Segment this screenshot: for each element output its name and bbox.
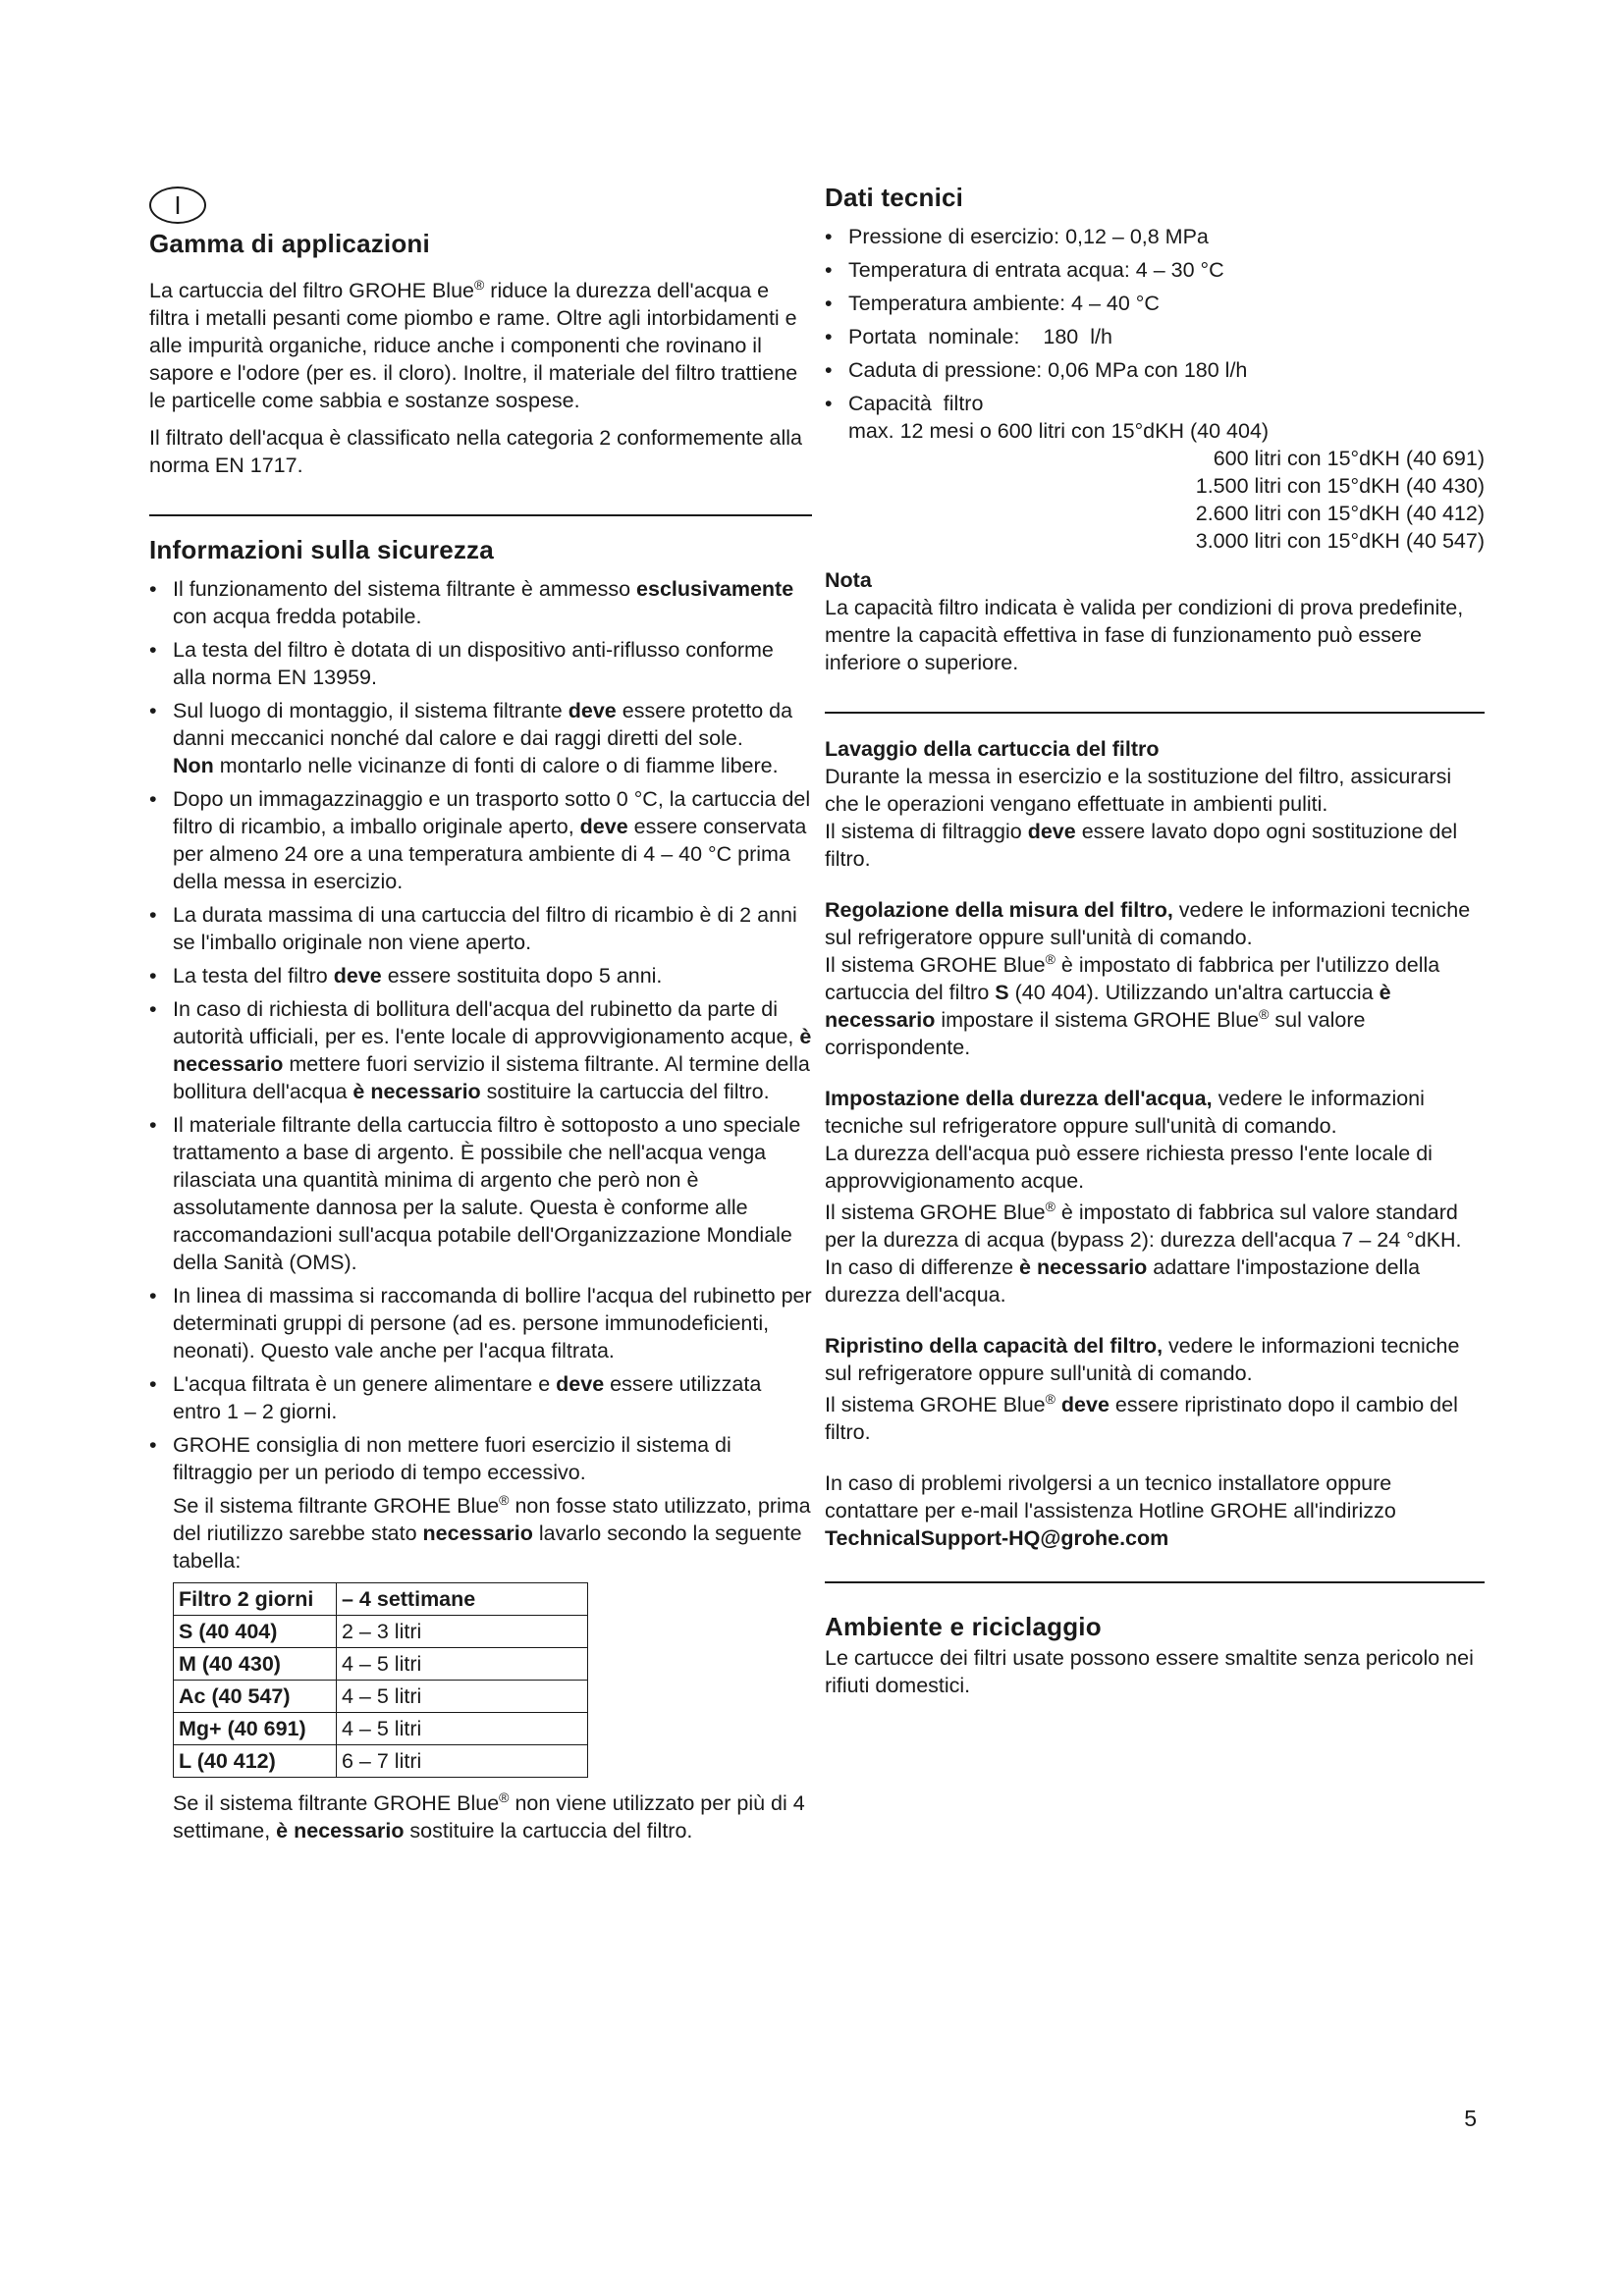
wash-title: Lavaggio della cartuccia del filtro [825, 737, 1160, 761]
table-row [174, 1745, 588, 1778]
hardness-text-3: Il sistema GROHE Blue® è impostato di fabbrica sul valore standard per la durezza di acqua (bypass 2): durezza dell'acqua 7 – 24 °dKH. In caso di differenze è necessario adattare l'impostazione della durezza dell'acqua. [825, 1198, 1462, 1307]
capacity-list [825, 445, 1485, 555]
list-item: • Temperatura di entrata acqua: 4 – 30 °C [825, 256, 1485, 284]
table-cell: Mg+ (40 691) [174, 1713, 337, 1745]
table-header-cell: Filtro 2 giorni [174, 1583, 337, 1616]
list-item: • In caso di richiesta di bollitura dell'acqua del rubinetto da parte di autorità ufficiali, per es. l'ente locale di approvvigionamento acque, è necessario mettere fuori servizio il sistema filtrante. Al termine della bollitura dell'acqua è necessario sostituire la cartuccia del filtro. [149, 995, 812, 1105]
hardness-text-2: La durezza dell'acqua può essere richiesta presso l'ente locale di approvvigionamento acque. [825, 1142, 1433, 1193]
table-row [174, 1648, 588, 1681]
support-text: In caso di problemi rivolgersi a un tecnico installatore oppure contattare per e-mail l'assistenza Hotline GROHE all'indirizzo [825, 1471, 1396, 1522]
language-badge: I [149, 187, 206, 224]
table-cell: Ac (40 547) [174, 1681, 337, 1713]
size-text: Regolazione della misura del filtro, vedere le informazioni tecniche sul refrigeratore oppure sull'unità di comando. [825, 898, 1471, 949]
list-item: • Sul luogo di montaggio, il sistema filtrante deve essere protetto da danni meccanici nonché dal calore e dai raggi diretti del sole. Non montarlo nelle vicinanze di fonti di calore o di fiamme libere. [149, 697, 812, 779]
env-text: Le cartucce dei filtri usate possono essere smaltite senza pericolo nei rifiuti domestici. [825, 1646, 1474, 1697]
list-item: • Dopo un immagazzinaggio e un trasporto sotto 0 °C, la cartuccia del filtro di ricambio, a imballo originale aperto, deve essere conservata per almeno 24 ore a una temperatura ambiente di 4 – 40 °C prima della messa in esercizio. [149, 785, 812, 895]
table-cell: M (40 430) [174, 1648, 337, 1681]
table-header-row [174, 1583, 588, 1616]
list-item: • Il materiale filtrante della cartuccia filtro è sottoposto a uno speciale trattamento a base di argento. È possibile che nell'acqua venga rilasciata una quantità minima di argento che però non è assolutamente dannosa per la salute. Questa è conforme alle raccomandazioni sull'acqua potabile dell'Organizzazione Mondiale della Sanità (OMS). [149, 1111, 812, 1276]
size-text-2: Il sistema GROHE Blue® è impostato di fabbrica per l'utilizzo della cartuccia del filtro S (40 404). Utilizzando un'altra cartuccia è necessario impostare il sistema GROHE Blue® sul valore corrispondente. [825, 950, 1440, 1059]
table-row [174, 1713, 588, 1745]
table-row [174, 1681, 588, 1713]
capacity-line: 1.500 litri con 15°dKH (40 430) [1195, 474, 1485, 498]
list-item: • Portata nominale: 180 l/h [825, 323, 1485, 350]
list-item: • Temperatura ambiente: 4 – 40 °C [825, 290, 1485, 317]
list-item: • Il funzionamento del sistema filtrante è ammesso esclusivamente con acqua fredda potabile. [149, 575, 812, 630]
list-item: • In linea di massima si raccomanda di bollire l'acqua del rubinetto per determinati gruppi di persone (ad es. persone immunodeficienti, neonati). Questo vale anche per l'acqua filtrata. [149, 1282, 812, 1364]
capacity-line: 2.600 litri con 15°dKH (40 412) [1195, 502, 1485, 525]
wash-text: Durante la messa in esercizio e la sostituzione del filtro, assicurarsi che le operazioni vengano effettuate in ambienti puliti. [825, 765, 1452, 816]
note-title: Nota [825, 568, 872, 592]
env-title: Ambiente e riciclaggio [825, 1612, 1102, 1641]
list-item: • GROHE consiglia di non mettere fuori esercizio il sistema di filtraggio per un periodo di tempo eccessivo. Se il sistema filtrante GROHE Blue® non fosse stato utilizzato, prima del riutilizzo sarebbe stato necessario lavarlo secondo la seguente tabella: Filtro 2 giorni – 4 settimane S (40 404) 2 – 3 litri M (40 430) 4 – 5 litri Ac (40 547) 4 – 5 litri Mg+ (40 691) 4 – 5 litri L (40 412) 6 – 7 litri Se il sistema filtrante GROHE Blue® non viene utilizzato per più di 4 settimane, è necessario sostituire la cartuccia del filtro. [149, 1431, 812, 1844]
table-cell: S (40 404) [174, 1616, 337, 1648]
table-cell: 4 – 5 litri [337, 1648, 588, 1681]
tech-list [825, 223, 1485, 445]
table-cell: 2 – 3 litri [337, 1616, 588, 1648]
safety-list [149, 575, 812, 1844]
wash-table [173, 1582, 588, 1778]
table-cell: 4 – 5 litri [337, 1681, 588, 1713]
table-cell: L (40 412) [174, 1745, 337, 1778]
tech-title: Dati tecnici [825, 183, 964, 212]
list-item: • La durata massima di una cartuccia del filtro di ricambio è di 2 anni se l'imballo originale non viene aperto. [149, 901, 812, 956]
support-email: TechnicalSupport-HQ@grohe.com [825, 1526, 1169, 1550]
table-cell: 6 – 7 litri [337, 1745, 588, 1778]
table-cell: 4 – 5 litri [337, 1713, 588, 1745]
list-item: • Caduta di pressione: 0,06 MPa con 180 l/h [825, 356, 1485, 384]
applications-para-1: La cartuccia del filtro GROHE Blue® riduce la durezza dell'acqua e filtra i metalli pesanti come piombo e rame. Oltre agli intorbidamenti e alle impurità organiche, riduce anche i componenti che rovinano il sapore e l'odore (per es. il cloro). Inoltre, il materiale del filtro trattiene le particelle come sabbia e sostanze sospese. [149, 276, 798, 412]
applications-title: Gamma di applicazioni [149, 229, 430, 258]
left-column [149, 187, 812, 1850]
page-number: 5 [1464, 2106, 1477, 2131]
list-item: • Pressione di esercizio: 0,12 – 0,8 MPa [825, 223, 1485, 250]
wash-text-2: Il sistema di filtraggio deve essere lavato dopo ogni sostituzione del filtro. [825, 820, 1458, 871]
applications-para-2: Il filtrato dell'acqua è classificato nella categoria 2 conformemente alla norma EN 1717. [149, 426, 802, 477]
note-text: La capacità filtro indicata è valida per condizioni di prova predefinite, mentre la capacità effettiva in fase di funzionamento può essere inferiore o superiore. [825, 596, 1464, 674]
hardness-text: Impostazione della durezza dell'acqua, vedere le informazioni tecniche sul refrigeratore oppure sull'unità di comando. [825, 1087, 1425, 1138]
reset-text: Ripristino della capacità del filtro, vedere le informazioni tecniche sul refrigeratore oppure sull'unità di comando. [825, 1334, 1460, 1385]
capacity-line: 3.000 litri con 15°dKH (40 547) [1195, 529, 1485, 553]
list-item: • La testa del filtro deve essere sostituita dopo 5 anni. [149, 962, 812, 989]
list-item: • Capacità filtro max. 12 mesi o 600 litri con 15°dKH (40 404) [825, 390, 1485, 445]
list-item: • L'acqua filtrata è un genere alimentare e deve essere utilizzata entro 1 – 2 giorni. [149, 1370, 812, 1425]
table-row [174, 1616, 588, 1648]
safety-title: Informazioni sulla sicurezza [149, 535, 494, 564]
list-item: • La testa del filtro è dotata di un dispositivo anti-riflusso conforme alla norma EN 13959. [149, 636, 812, 691]
table-header-cell: – 4 settimane [337, 1583, 588, 1616]
reset-text-2: Il sistema GROHE Blue® deve essere ripristinato dopo il cambio del filtro. [825, 1390, 1458, 1444]
right-column [825, 182, 1485, 1699]
capacity-line: 600 litri con 15°dKH (40 691) [1213, 447, 1485, 470]
